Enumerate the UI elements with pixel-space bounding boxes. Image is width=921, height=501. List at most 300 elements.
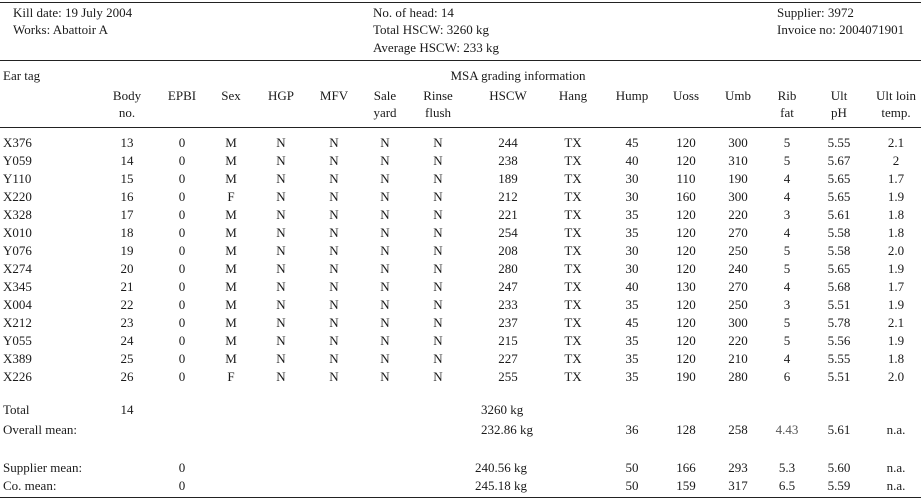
cell-hump: 30 [625,261,639,276]
cell-mfv: N [329,333,339,348]
cell-rib-fat: 5 [783,315,791,330]
cell-hang: TX [564,225,582,240]
total-body-no: 14 [120,402,134,417]
table-row [0,350,910,368]
kill-date: Kill date: 19 July 2004 [13,5,133,20]
no-of-head: No. of head: 14 [373,5,454,20]
cell-body-no: 14 [120,153,134,168]
cell-hgp: N [276,279,286,294]
col-sale-yard-line1: Sale [373,88,397,103]
cell-ult-ph: 5.65 [827,261,851,276]
cell-epbi: 0 [178,243,186,258]
cell-ult-ph: 5.65 [827,171,851,186]
cell-hgp: N [276,261,286,276]
cell-rinse-flush: N [433,243,443,258]
cell-hgp: N [276,369,286,384]
supplier-mean-epbi: 0 [178,460,186,475]
cell-hscw: 247 [498,279,518,294]
cell-uoss: 130 [676,279,696,294]
cell-mfv: N [329,279,339,294]
cell-body-no: 23 [120,315,134,330]
cell-hump: 30 [625,243,639,258]
cell-body-no: 17 [120,207,134,222]
cell-uoss: 120 [676,315,696,330]
cell-rib-fat: 5 [783,153,791,168]
cell-ult-loin-temp: 1.9 [887,297,905,312]
cell-hang: TX [564,351,582,366]
cell-ear-tag: Y059 [3,153,32,168]
col-rib-fat-line1: Rib [777,88,797,103]
cell-ear-tag: X389 [3,351,32,366]
col-ult-loin-temp-line2: temp. [881,105,911,120]
cell-body-no: 26 [120,369,134,384]
cell-rib-fat: 5 [783,261,791,276]
cell-rinse-flush: N [433,369,443,384]
cell-uoss: 120 [676,351,696,366]
total-label: Total [3,402,30,417]
co-mean-ult-loin: n.a. [886,478,906,493]
overall-mean-uoss: 128 [676,422,696,437]
cell-body-no: 25 [120,351,134,366]
cell-umb: 220 [728,207,748,222]
cell-ear-tag: Y076 [3,243,32,258]
table-row [0,314,910,332]
cell-hscw: 280 [498,261,518,276]
cell-hump: 35 [625,207,639,222]
supplier-mean-hscw: 240.56 kg [475,460,527,475]
cell-rib-fat: 5 [783,243,791,258]
cell-sex: F [227,369,235,384]
table-row [0,260,910,278]
grading-table [0,134,910,386]
cell-ult-ph: 5.56 [827,333,851,348]
cell-hscw: 237 [498,315,518,330]
cell-hgp: N [276,297,286,312]
cell-ult-ph: 5.58 [827,225,851,240]
overall-mean-label: Overall mean: [3,422,77,437]
cell-ult-ph: 5.58 [827,243,851,258]
cell-sale-yard: N [380,207,390,222]
table-row [0,152,910,170]
cell-rinse-flush: N [433,333,443,348]
cell-uoss: 190 [676,369,696,384]
cell-sex: M [225,135,237,150]
cell-ear-tag: X226 [3,369,32,384]
cell-sex: M [225,225,237,240]
col-ult-ph-line1: Ult [830,88,848,103]
cell-hgp: N [276,315,286,330]
table-row [0,206,910,224]
supplier-mean-rib-fat: 5.3 [778,460,796,475]
cell-epbi: 0 [178,189,186,204]
table-row [0,296,910,314]
col-hscw: HSCW [489,88,527,103]
cell-ult-ph: 5.78 [827,315,851,330]
col-epbi: EPBI [167,88,197,103]
cell-umb: 190 [728,171,748,186]
cell-umb: 300 [728,315,748,330]
cell-hscw: 208 [498,243,518,258]
co-mean-epbi: 0 [178,478,186,493]
col-sex: Sex [221,88,241,103]
cell-hump: 35 [625,297,639,312]
cell-ult-ph: 5.65 [827,189,851,204]
cell-hscw: 238 [498,153,518,168]
cell-ult-ph: 5.68 [827,279,851,294]
cell-hang: TX [564,207,582,222]
co-mean-rib-fat: 6.5 [778,478,796,493]
cell-hang: TX [564,315,582,330]
cell-sex: M [225,261,237,276]
cell-sex: M [225,333,237,348]
cell-ult-ph: 5.61 [827,207,851,222]
cell-ear-tag: X376 [3,135,32,150]
cell-sex: M [225,153,237,168]
cell-epbi: 0 [178,225,186,240]
co-mean-hump: 50 [625,478,639,493]
cell-mfv: N [329,315,339,330]
cell-hump: 40 [625,279,639,294]
cell-umb: 300 [728,189,748,204]
cell-hang: TX [564,297,582,312]
cell-ult-loin-temp: 2.0 [887,369,905,384]
cell-mfv: N [329,171,339,186]
cell-sex: F [227,189,235,204]
cell-epbi: 0 [178,171,186,186]
cell-hscw: 189 [498,171,518,186]
cell-sex: M [225,315,237,330]
supplier-mean-hump: 50 [625,460,639,475]
cell-hump: 45 [625,315,639,330]
cell-hump: 40 [625,153,639,168]
supplier-mean-ult-loin: n.a. [886,460,906,475]
cell-mfv: N [329,261,339,276]
cell-ult-loin-temp: 1.9 [887,189,905,204]
cell-hgp: N [276,207,286,222]
cell-hgp: N [276,225,286,240]
col-umb: Umb [725,88,751,103]
cell-hgp: N [276,351,286,366]
col-ult-loin-temp-line1: Ult loin [875,88,917,103]
cell-rib-fat: 4 [783,351,791,366]
supplier-mean-umb: 293 [728,460,748,475]
cell-hump: 45 [625,135,639,150]
cell-rinse-flush: N [433,153,443,168]
cell-rib-fat: 5 [783,333,791,348]
cell-ult-ph: 5.67 [827,153,851,168]
cell-sale-yard: N [380,135,390,150]
co-mean-label: Co. mean: [3,478,57,493]
works: Works: Abattoir A [13,22,109,37]
cell-mfv: N [329,243,339,258]
total-hscw: Total HSCW: 3260 kg [373,22,489,37]
cell-hump: 30 [625,171,639,186]
cell-ear-tag: X274 [3,261,32,276]
cell-hang: TX [564,189,582,204]
cell-hump: 35 [625,333,639,348]
cell-hump: 30 [625,189,639,204]
cell-uoss: 120 [676,243,696,258]
cell-sex: M [225,207,237,222]
cell-uoss: 120 [676,135,696,150]
cell-mfv: N [329,351,339,366]
cell-umb: 220 [728,333,748,348]
table-row [0,170,910,188]
cell-hang: TX [564,243,582,258]
col-hgp: HGP [267,88,295,103]
col-rib-fat-line2: fat [780,105,794,120]
cell-rib-fat: 4 [783,225,791,240]
table-row [0,242,910,260]
cell-epbi: 0 [178,279,186,294]
cell-ear-tag: X010 [3,225,32,240]
cell-rinse-flush: N [433,261,443,276]
table-row [0,188,910,206]
cell-uoss: 120 [676,207,696,222]
cell-hscw: 233 [498,297,518,312]
cell-ult-ph: 5.55 [827,351,851,366]
co-mean-umb: 317 [728,478,748,493]
header-rule [0,60,921,61]
average-hscw: Average HSCW: 233 kg [373,40,500,55]
cell-hang: TX [564,261,582,276]
cell-ult-loin-temp: 2.0 [887,243,905,258]
cell-hang: TX [564,279,582,294]
cell-uoss: 120 [676,153,696,168]
cell-epbi: 0 [178,207,186,222]
cell-body-no: 13 [120,135,134,150]
cell-mfv: N [329,207,339,222]
bottom-rule [0,497,921,498]
cell-ult-loin-temp: 2 [892,153,900,168]
invoice-number: Invoice no: 2004071901 [777,22,905,37]
supplier-mean-uoss: 166 [676,460,696,475]
cell-hang: TX [564,333,582,348]
cell-mfv: N [329,189,339,204]
cell-hgp: N [276,189,286,204]
col-rinse-flush-line2: flush [425,105,451,120]
cell-epbi: 0 [178,297,186,312]
cell-hscw: 255 [498,369,518,384]
cell-rinse-flush: N [433,207,443,222]
cell-hump: 35 [625,351,639,366]
cell-rinse-flush: N [433,171,443,186]
col-ear-tag: Ear tag [3,68,41,83]
cell-umb: 250 [728,243,748,258]
col-rinse-flush-line1: Rinse [423,88,453,103]
cell-ult-loin-temp: 1.9 [887,333,905,348]
cell-sex: M [225,297,237,312]
cell-ear-tag: X004 [3,297,32,312]
cell-sale-yard: N [380,261,390,276]
cell-body-no: 18 [120,225,134,240]
overall-mean-rib-fat: 4.43 [775,422,799,437]
cell-mfv: N [329,297,339,312]
col-hump: Hump [615,88,649,103]
cell-epbi: 0 [178,351,186,366]
cell-sex: M [225,171,237,186]
cell-hscw: 227 [498,351,518,366]
cell-umb: 310 [728,153,748,168]
cell-ult-loin-temp: 2.1 [887,135,905,150]
cell-epbi: 0 [178,261,186,276]
cell-ear-tag: Y110 [3,171,32,186]
table-row [0,134,910,152]
cell-body-no: 21 [120,279,134,294]
cell-body-no: 19 [120,243,134,258]
cell-hscw: 221 [498,207,518,222]
cell-epbi: 0 [178,333,186,348]
cell-ult-loin-temp: 1.9 [887,261,905,276]
cell-umb: 270 [728,279,748,294]
cell-sale-yard: N [380,297,390,312]
top-rule [0,2,921,3]
supplier-mean-label: Supplier mean: [3,460,83,475]
col-body-no-line2: no. [118,105,136,120]
cell-ult-ph: 5.55 [827,135,851,150]
cell-ear-tag: X328 [3,207,32,222]
co-mean-hscw: 245.18 kg [475,478,527,493]
cell-mfv: N [329,225,339,240]
cell-rinse-flush: N [433,189,443,204]
co-mean-ult-ph: 5.59 [827,478,851,493]
cell-rib-fat: 4 [783,279,791,294]
col-body-no-line1: Body [112,88,142,103]
cell-sale-yard: N [380,171,390,186]
table-row [0,332,910,350]
overall-mean-hump: 36 [625,422,639,437]
cell-sex: M [225,351,237,366]
supplier: Supplier: 3972 [777,5,854,20]
cell-sale-yard: N [380,315,390,330]
cell-ult-loin-temp: 1.8 [887,351,905,366]
table-row [0,278,910,296]
cell-sale-yard: N [380,225,390,240]
cell-rib-fat: 5 [783,135,791,150]
col-ult-ph-line2: pH [831,105,847,120]
cell-body-no: 16 [120,189,134,204]
cell-mfv: N [329,369,339,384]
cell-ult-ph: 5.51 [827,369,851,384]
column-header-rule [0,127,921,128]
cell-rinse-flush: N [433,297,443,312]
cell-epbi: 0 [178,369,186,384]
cell-ult-loin-temp: 1.8 [887,207,905,222]
cell-sale-yard: N [380,279,390,294]
cell-mfv: N [329,153,339,168]
cell-hgp: N [276,171,286,186]
cell-hgp: N [276,135,286,150]
cell-sale-yard: N [380,243,390,258]
cell-ear-tag: X345 [3,279,32,294]
cell-umb: 280 [728,369,748,384]
cell-uoss: 120 [676,261,696,276]
col-group-title: MSA grading information [450,68,586,83]
cell-sale-yard: N [380,189,390,204]
cell-uoss: 120 [676,225,696,240]
col-hang: Hang [558,88,588,103]
cell-epbi: 0 [178,135,186,150]
cell-rib-fat: 3 [783,207,791,222]
cell-sex: M [225,243,237,258]
cell-ult-ph: 5.51 [827,297,851,312]
cell-ult-loin-temp: 1.8 [887,225,905,240]
cell-rib-fat: 4 [783,171,791,186]
cell-body-no: 15 [120,171,134,186]
supplier-mean-ult-ph: 5.60 [827,460,851,475]
cell-umb: 270 [728,225,748,240]
overall-mean-hscw: 232.86 kg [481,422,533,437]
cell-sale-yard: N [380,351,390,366]
cell-hgp: N [276,333,286,348]
cell-ear-tag: X220 [3,189,32,204]
cell-hscw: 215 [498,333,518,348]
overall-mean-ult-ph: 5.61 [827,422,851,437]
overall-mean-ult-loin: n.a. [886,422,906,437]
cell-hgp: N [276,243,286,258]
cell-umb: 250 [728,297,748,312]
cell-uoss: 160 [676,189,696,204]
cell-ult-loin-temp: 1.7 [887,171,905,186]
table-row [0,224,910,242]
cell-rib-fat: 4 [783,189,791,204]
cell-sale-yard: N [380,333,390,348]
table-row [0,368,910,386]
cell-epbi: 0 [178,315,186,330]
cell-body-no: 22 [120,297,134,312]
cell-rinse-flush: N [433,315,443,330]
cell-sale-yard: N [380,153,390,168]
cell-uoss: 120 [676,333,696,348]
cell-hang: TX [564,369,582,384]
col-mfv: MFV [319,88,349,103]
cell-hscw: 244 [498,135,518,150]
cell-ult-loin-temp: 2.1 [887,315,905,330]
cell-rib-fat: 6 [783,369,791,384]
cell-sex: M [225,279,237,294]
cell-rinse-flush: N [433,135,443,150]
cell-uoss: 120 [676,297,696,312]
cell-sale-yard: N [380,369,390,384]
cell-epbi: 0 [178,153,186,168]
cell-umb: 300 [728,135,748,150]
cell-hump: 35 [625,369,639,384]
col-uoss: Uoss [672,88,700,103]
cell-hscw: 212 [498,189,518,204]
cell-rinse-flush: N [433,279,443,294]
cell-body-no: 20 [120,261,134,276]
total-hscw-value: 3260 kg [481,402,524,417]
cell-hgp: N [276,153,286,168]
cell-uoss: 110 [676,171,696,186]
cell-rinse-flush: N [433,351,443,366]
cell-hump: 35 [625,225,639,240]
cell-ear-tag: Y055 [3,333,32,348]
cell-hang: TX [564,171,582,186]
co-mean-uoss: 159 [676,478,696,493]
cell-ult-loin-temp: 1.7 [887,279,905,294]
cell-hang: TX [564,135,582,150]
cell-umb: 210 [728,351,748,366]
cell-ear-tag: X212 [3,315,32,330]
cell-rinse-flush: N [433,225,443,240]
cell-rib-fat: 3 [783,297,791,312]
cell-hang: TX [564,153,582,168]
col-sale-yard-line2: yard [373,105,397,120]
cell-hscw: 254 [498,225,518,240]
cell-body-no: 24 [120,333,134,348]
cell-mfv: N [329,135,339,150]
